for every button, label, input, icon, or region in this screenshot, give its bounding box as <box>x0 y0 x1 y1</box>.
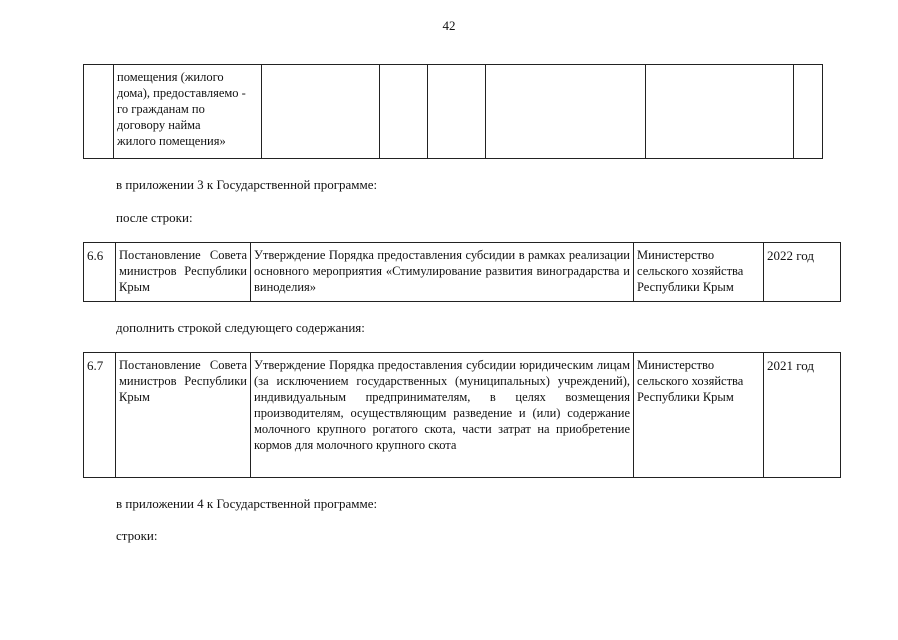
page-number: 42 <box>442 18 456 33</box>
row-number: 6.7 <box>87 358 104 373</box>
description-text: Утверждение Порядка предоставления субсидии в рамках реализации основного мероприятия «Стимулирование развития виноградарства и виноделия» <box>254 248 630 294</box>
act-cell <box>116 243 251 301</box>
year-text: 2021 год <box>767 358 814 373</box>
table-row-6-7 <box>83 352 841 478</box>
organization-cell <box>634 353 764 477</box>
act-text: Постановление Совета министров Республики Крым <box>119 248 247 294</box>
year-cell <box>764 353 842 477</box>
act-text: Постановление Совета министров Республики Крым <box>119 358 247 404</box>
paragraph-after-row: после строки: <box>116 210 193 225</box>
table-cell-empty <box>794 65 824 158</box>
table-cell-empty <box>380 65 428 158</box>
table-cell-empty <box>428 65 486 158</box>
act-cell <box>116 353 251 477</box>
description-cell <box>251 353 634 477</box>
table-row-6-6 <box>83 242 841 302</box>
description-text: Утверждение Порядка предоставления субсидии юридическим лицам (за исключением государственных (муниципальных) учреждений), индивидуальным предпринимателям, в целях возмещения производителям, осуществляющим разведение и (или) содержание молочного крупного рогатого скота, части затрат на приобретение кормов для молочного крупного скота <box>254 358 630 452</box>
paragraph-appendix-4: в приложении 4 к Государственной программе: <box>116 496 378 511</box>
year-cell <box>764 243 842 301</box>
table-cell-empty <box>646 65 794 158</box>
paragraph-rows: строки: <box>116 528 158 543</box>
organization-text: Министерство сельского хозяйства Республики Крым <box>637 358 744 404</box>
row-number-cell <box>84 243 116 301</box>
continuation-text: помещения (жилого дома), предоставляемо - го гражданам по договору найма жилого помещения» <box>117 70 246 148</box>
table-cell-text <box>114 65 262 158</box>
paragraph-add-row: дополнить строкой следующего содержания: <box>116 320 365 335</box>
organization-cell <box>634 243 764 301</box>
organization-text: Министерство сельского хозяйства Республики Крым <box>637 248 744 294</box>
year-text: 2022 год <box>767 248 814 263</box>
table-cell-empty <box>84 65 114 158</box>
description-cell <box>251 243 634 301</box>
row-number-cell <box>84 353 116 477</box>
table-continuation <box>83 64 823 159</box>
paragraph-appendix-3: в приложении 3 к Государственной программе: <box>116 177 378 192</box>
table-cell-empty <box>262 65 380 158</box>
table-cell-empty <box>486 65 646 158</box>
row-number: 6.6 <box>87 248 104 263</box>
